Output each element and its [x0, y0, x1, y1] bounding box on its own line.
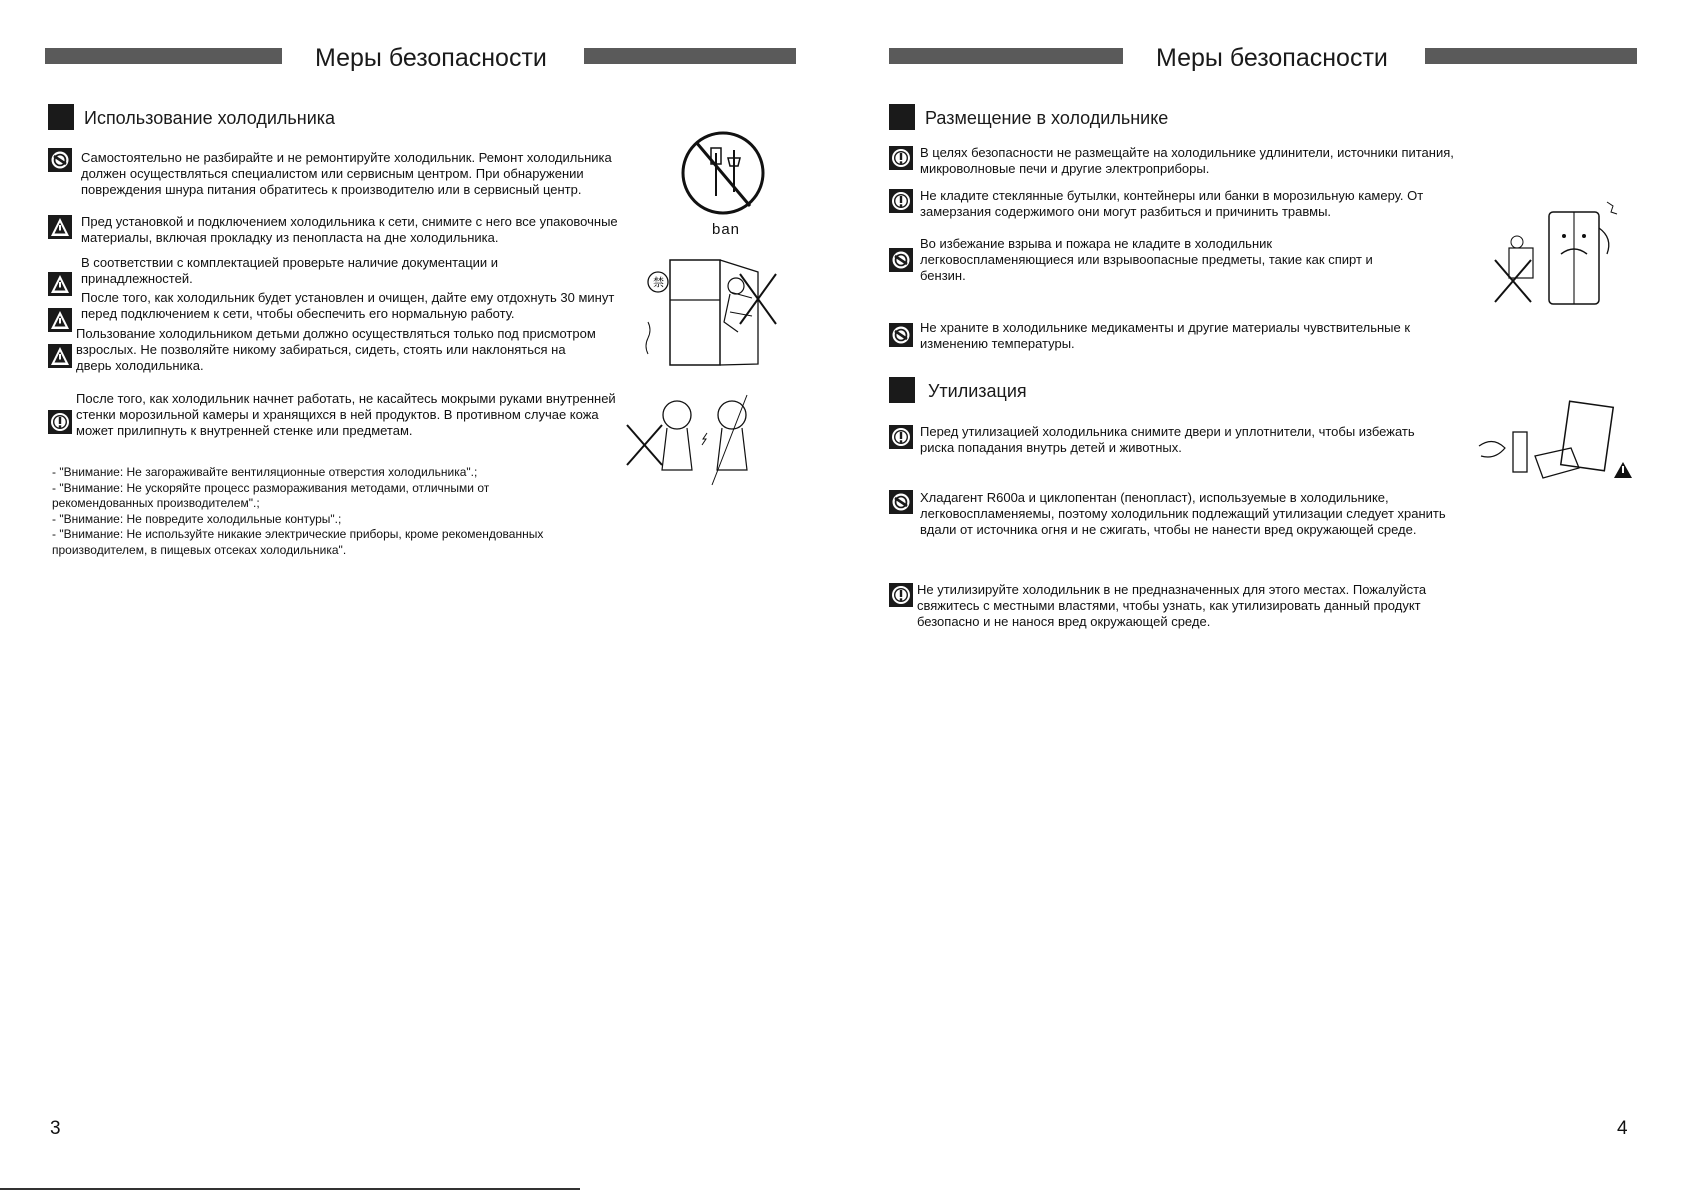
- safety-item: После того, как холодильник будет установлен и очищен, дайте ему отдохнуть 30 минут перед подключением к сети, чтобы обеспечить его нормальную работу.: [81, 290, 615, 321]
- ban-screwdriver-illustration: [678, 128, 768, 224]
- left-page: [0, 0, 841, 1191]
- note-line: производителем, в пищевых отсеках холодильника".: [52, 542, 347, 557]
- fridge-disposal-illustration: [1475, 396, 1635, 486]
- bottom-rule: [0, 1188, 580, 1190]
- exclamation-circle-icon: [889, 189, 913, 213]
- prohibition-icon: [889, 248, 913, 272]
- safety-item: Не храните в холодильнике медикаменты и другие материалы чувствительные к изменению температуры.: [920, 320, 1411, 351]
- safety-item: Во избежание взрыва и пожара не кладите в холодильник легковоспламеняющиеся или взрывоопасные предметы, такие как спирт и бензин.: [920, 236, 1373, 283]
- note-line: рекомендованных производителем".;: [52, 496, 260, 510]
- warning-triangle-icon: [48, 308, 72, 332]
- exclamation-circle-icon: [889, 146, 913, 170]
- safety-item: Пред установкой и подключением холодильника к сети, снимите с него все упаковочные материалы, включая прокладку из пенопласта на дне холодильника.: [81, 214, 618, 245]
- header-bar-right: [1425, 48, 1637, 64]
- warning-triangle-icon: [48, 272, 72, 296]
- section-marker: [889, 377, 915, 403]
- safety-item: Хладагент R600a и циклопентан (пенопласт), используемые в холодильнике, легковоспламеняемы, поэтому холодильник подлежащий утилизации следует хранить вдали от источника огня и не сжигать, чтобы не нанести вред окружающей среде.: [920, 490, 1446, 537]
- ban-label: ban: [712, 221, 741, 238]
- safety-item: Не кладите стеклянные бутылки, контейнеры или банки в морозильную камеру. От замерзания содержимого они могут разбиться и причинить травмы.: [920, 188, 1424, 219]
- section-marker: [889, 104, 915, 130]
- exclamation-circle-icon: [889, 425, 913, 449]
- note-line: - "Внимание: Не используйте никакие электрические приборы, кроме рекомендованных: [52, 527, 544, 541]
- safety-item: Не утилизируйте холодильник в не предназначенных для этого местах. Пожалуйста свяжитесь с местными властями, чтобы узнать, как утилизировать данный продукт безопасно и не нанося вред окружающей среде.: [917, 582, 1427, 629]
- attention-notes: [52, 465, 612, 558]
- section-marker: [48, 104, 74, 130]
- child-climbing-fridge-illustration: [640, 252, 780, 372]
- sad-fridge-illustration: [1489, 198, 1629, 310]
- safety-item: В целях безопасности не размещайте на холодильнике удлинители, источники питания, микроволновые печи и другие электроприборы.: [920, 145, 1454, 176]
- note-line: - "Внимание: Не ускоряйте процесс размораживания методами, отличными от: [52, 480, 490, 495]
- children-wet-hands-illustration: [622, 390, 777, 490]
- safety-item: В соответствии с комплектацией проверьте наличие документации и принадлежностей.: [81, 255, 499, 286]
- section-title-disposal: Утилизация: [928, 381, 1027, 401]
- section-title-placement: Размещение в холодильнике: [925, 108, 1169, 128]
- page-number: 3: [50, 1118, 61, 1139]
- section-title-usage: Использование холодильника: [84, 108, 336, 128]
- svg-text:禁: 禁: [653, 276, 664, 289]
- header-bar-left: [889, 48, 1123, 64]
- exclamation-circle-icon: [48, 410, 72, 434]
- note-line: - "Внимание: Не повредите холодильные контуры".;: [52, 511, 342, 526]
- warning-triangle-icon: [48, 344, 72, 368]
- safety-item: Самостоятельно не разбирайте и не ремонтируйте холодильник. Ремонт холодильника должен осуществляться специалистом или сервисным центром. При обнаружении повреждения шнура питания обратитесь к производителю или в сервисный центр.: [81, 150, 612, 197]
- prohibition-icon: [48, 148, 72, 172]
- safety-item: Пользование холодильником детьми должно осуществляться только под присмотром взрослых. Не позволяйте никому забираться, сидеть, стоять или наклоняться на дверь холодильника.: [76, 326, 596, 373]
- header-bar-left: [45, 48, 282, 64]
- warning-triangle-icon: [48, 215, 72, 239]
- right-page: [841, 0, 1683, 1191]
- page-header-title: Меры безопасности: [1156, 44, 1388, 72]
- page-number: 4: [1617, 1118, 1628, 1139]
- prohibition-icon: [889, 323, 913, 347]
- exclamation-circle-icon: [889, 583, 913, 607]
- prohibition-icon: [889, 490, 913, 514]
- page-header-title: Меры безопасности: [315, 44, 547, 72]
- note-line: - "Внимание: Не загораживайте вентиляционные отверстия холодильника".;: [52, 465, 478, 479]
- header-bar-right: [584, 48, 796, 64]
- safety-item: После того, как холодильник начнет работать, не касайтесь мокрыми руками внутренней стенки морозильной камеры и хранящихся в ней продуктов. В противном случае кожа может прилипнуть к внутренней стенке или предметам.: [76, 391, 616, 438]
- safety-item: Перед утилизацией холодильника снимите двери и уплотнители, чтобы избежать риска попадания внутрь детей и животных.: [920, 424, 1415, 455]
